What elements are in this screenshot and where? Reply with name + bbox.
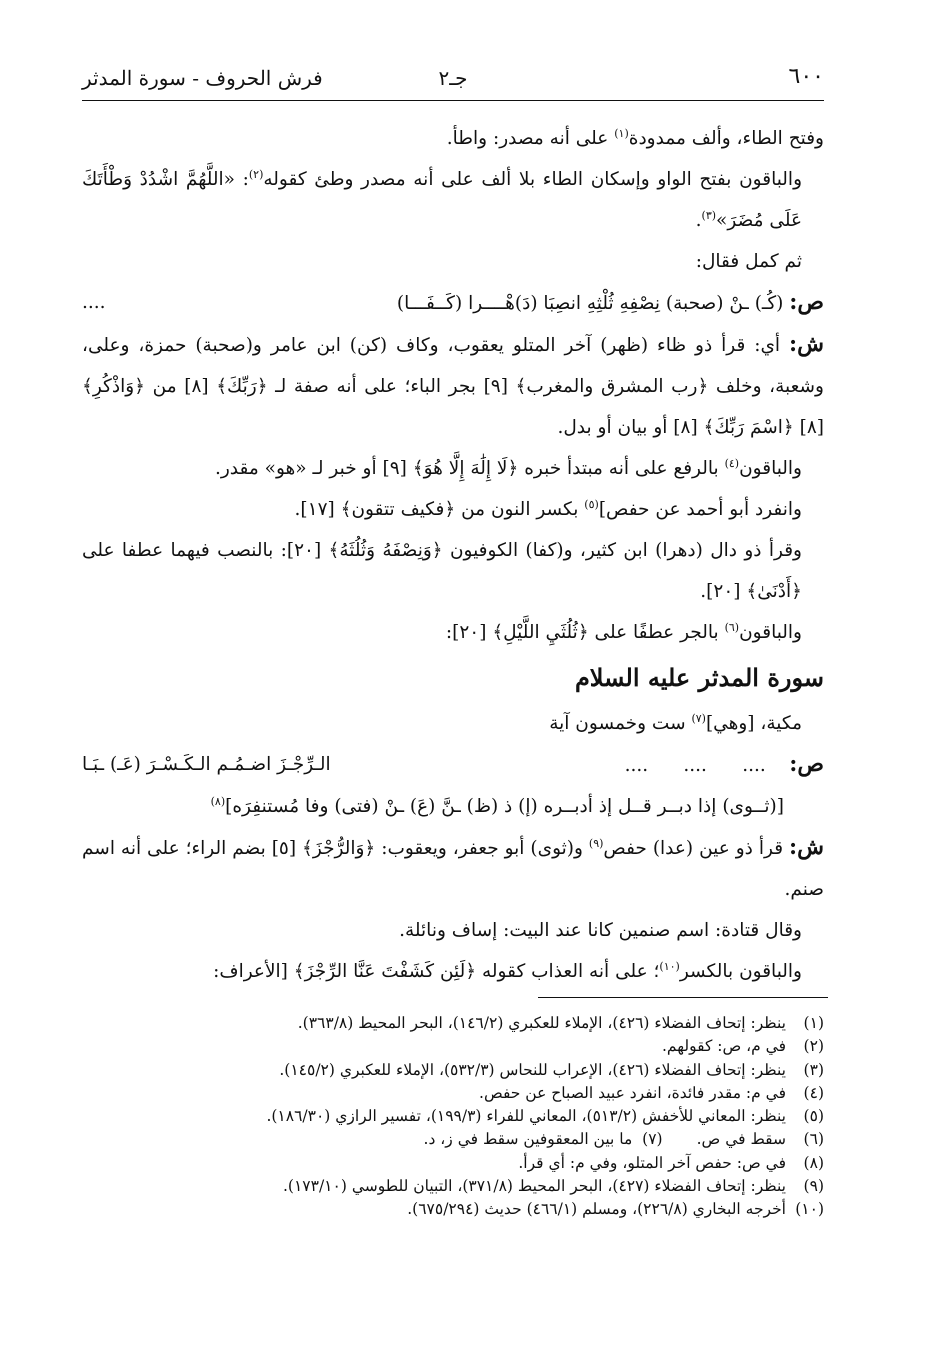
footnote-ref[interactable]: (٨)	[210, 794, 226, 808]
footnote-ref[interactable]: (١٠)	[659, 959, 680, 973]
verse-line: ص: (كُـ) ـنْ (صحبة) نِصْفِهِ ثُلْثِهِ انصِبَا (دَ)هْــــرا (كَــفَـــا) ....	[82, 282, 824, 324]
footnote-ref[interactable]: (٢)	[248, 167, 264, 181]
commentary-paragraph: ش: أي: قرأ ذو ظاء (ظهر) آخر المتلو يعقوب، وكاف (كن) ابن عامر و(صحبة) حمزة، وعلى، وشعبة، وخلف ﴿رب المشرق والمغرب﴾ [٩] بجر الباء؛ على أنه صفة لـ ﴿رَبِّكَ﴾ [٨] من ﴿وَاذْكُرِ﴾ [٨] ﴿اسْمَ رَبِّكَ﴾ [٨] أو بيان أو بدل.	[82, 331, 824, 438]
chapter-title: سورة المدثر عليه السلام	[574, 663, 824, 692]
commentary-paragraph: ش: قرأ ذو عين (عدا) حفص$^{(٩)}$ و(ثوى) أبو جعفر، ويعقوب: ﴿وَالرُّجْزَ﴾ [٥] بضم الراء؛ على أنه اسم صنم.	[82, 834, 824, 900]
footnote-ref[interactable]: (٥)	[584, 497, 599, 511]
footnote: (١٠) أخرجه البخاري (٢٢٦/٨)، ومسلم (٤٦٦/١) حديث (٦٧٥/٢٩٤).	[407, 1200, 824, 1219]
verse-line: [(ثــوى) إذا دبــر قــل إذ أدبــره (إ) ذ (ظ) ـنَّ (عَ) ـنْ (فتى) وفا مُستنفِرَه]$^{(٨)}$	[210, 794, 784, 817]
paragraph: والباقون بفتح الواو وإسكان الطاء بلا ألف على أنه مصدر وطئ كقوله$^{(٢)}$: «اللَّهُمَّ اشْدُدْ وَطْأَتَكَ عَلَى مُضَرَ»$^{(٣)}$.	[82, 167, 802, 231]
running-title: فرش الحروف - سورة المدثر	[82, 66, 323, 90]
paragraph: مكية، [وهي]$^{(٧)}$ ست وخمسون آية	[549, 711, 802, 734]
footnote: (٥) ينظر: المعاني للأخفش (٥١٣/٢)، المعاني للفراء (١٩٩/٣)، تفسير الرازي (١٨٦/٣٠).	[266, 1107, 824, 1126]
footnote: (١) ينظر: إتحاف الفضلاء (٤٢٦)، الإملاء للعكبري (١٤٦/٢)، البحر المحيط (٣٦٣/٨).	[297, 1014, 824, 1032]
verse-label: ص:	[789, 751, 824, 777]
footnote: (٦) سقط في ص. (٧) ما بين المعقوفين سقط في ز، د.	[423, 1130, 824, 1149]
commentary-label: ش:	[789, 331, 824, 357]
paragraph: والباقون$^{(٤)}$ بالرفع على أنه مبتدأ خبره ﴿لَا إِلَٰهَ إِلَّا هُوَ﴾ [٩] أو خبر لـ «هو» مقدر.	[214, 456, 802, 479]
paragraph: ثم كمل فقال:	[695, 251, 802, 272]
main-text	[82, 118, 824, 992]
footnote: (٩) ينظر: إتحاف الفضلاء (٤٢٧)، البحر المحيط (٣٧١/٨)، التبيان للطوسي (١٧٣/١٠).	[283, 1177, 824, 1196]
paragraph: والباقون$^{(٦)}$ بالجر عطفًا على ﴿ثُلُثَيِ اللَّيْلِ﴾ [٢٠]:	[445, 620, 802, 643]
volume-label: جـ٢	[438, 66, 468, 90]
footnotes	[82, 1012, 824, 1222]
paragraph: وانفرد أبو أحمد عن حفص]$^{(٥)}$ بكسر النون من ﴿فكيف تتقون﴾ [١٧].	[294, 497, 802, 520]
footnote-ref[interactable]: (٦)	[724, 620, 740, 634]
verse-label: ص:	[789, 289, 824, 315]
footnote: (٤) في م: مقدر فائدة، انفرد عبيد الصباح عن حفص.	[479, 1083, 824, 1102]
footnote-ref[interactable]: (٧)	[691, 711, 706, 725]
paragraph: وقرأ ذو دال (دهرا) ابن كثير، و(كفا) الكوفيون ﴿وَنِصْفَهُ وَثُلُثَهُ﴾ [٢٠]: بالنصب فيهما عطفا على ﴿أَدْنَىٰ﴾ [٢٠].	[82, 540, 802, 602]
footnote: (٣) ينظر: إتحاف الفضلاء (٤٢٦)، الإعراب للنحاس (٥٣٢/٣)، الإملاء للعكبري (١٤٥/٢).	[279, 1060, 824, 1079]
paragraph: والباقون بالكسر$^{(١٠)}$؛ على أنه العذاب كقوله ﴿لَئِن كَشَفْتَ عَنَّا الرِّجْزَ﴾ [الأعراف:	[213, 959, 802, 982]
footnote-separator	[538, 997, 828, 998]
footnote-ref[interactable]: (٣)	[701, 208, 717, 222]
verse-dots: ....	[82, 292, 106, 313]
footnote-ref[interactable]: (١)	[614, 126, 629, 140]
footnote: (٢) في م، ص: كقولهم.	[661, 1037, 824, 1056]
page-number: ٦٠٠	[788, 64, 824, 89]
paragraph: وفتح الطاء، وألف ممدودة$^{(١)}$ على أنه مصدر: واطأ.	[446, 126, 824, 149]
footnote: (٨) في ص: حفص آخر المتلو، وفي م: أي قرأ.	[518, 1153, 824, 1172]
page-header	[82, 60, 824, 101]
verse-line: ص: .... .... .... الـرِّجْـزَ اضـمُـم الـكَـسْـرَ (عَـ) ـبَـا	[82, 751, 824, 777]
paragraph: وقال قتادة: اسم صنمين كانا عند البيت: إساف ونائلة.	[399, 920, 802, 941]
commentary-label: ش:	[789, 834, 824, 860]
footnote-ref[interactable]: (٤)	[724, 456, 740, 470]
footnote-ref[interactable]: (٩)	[588, 836, 604, 850]
